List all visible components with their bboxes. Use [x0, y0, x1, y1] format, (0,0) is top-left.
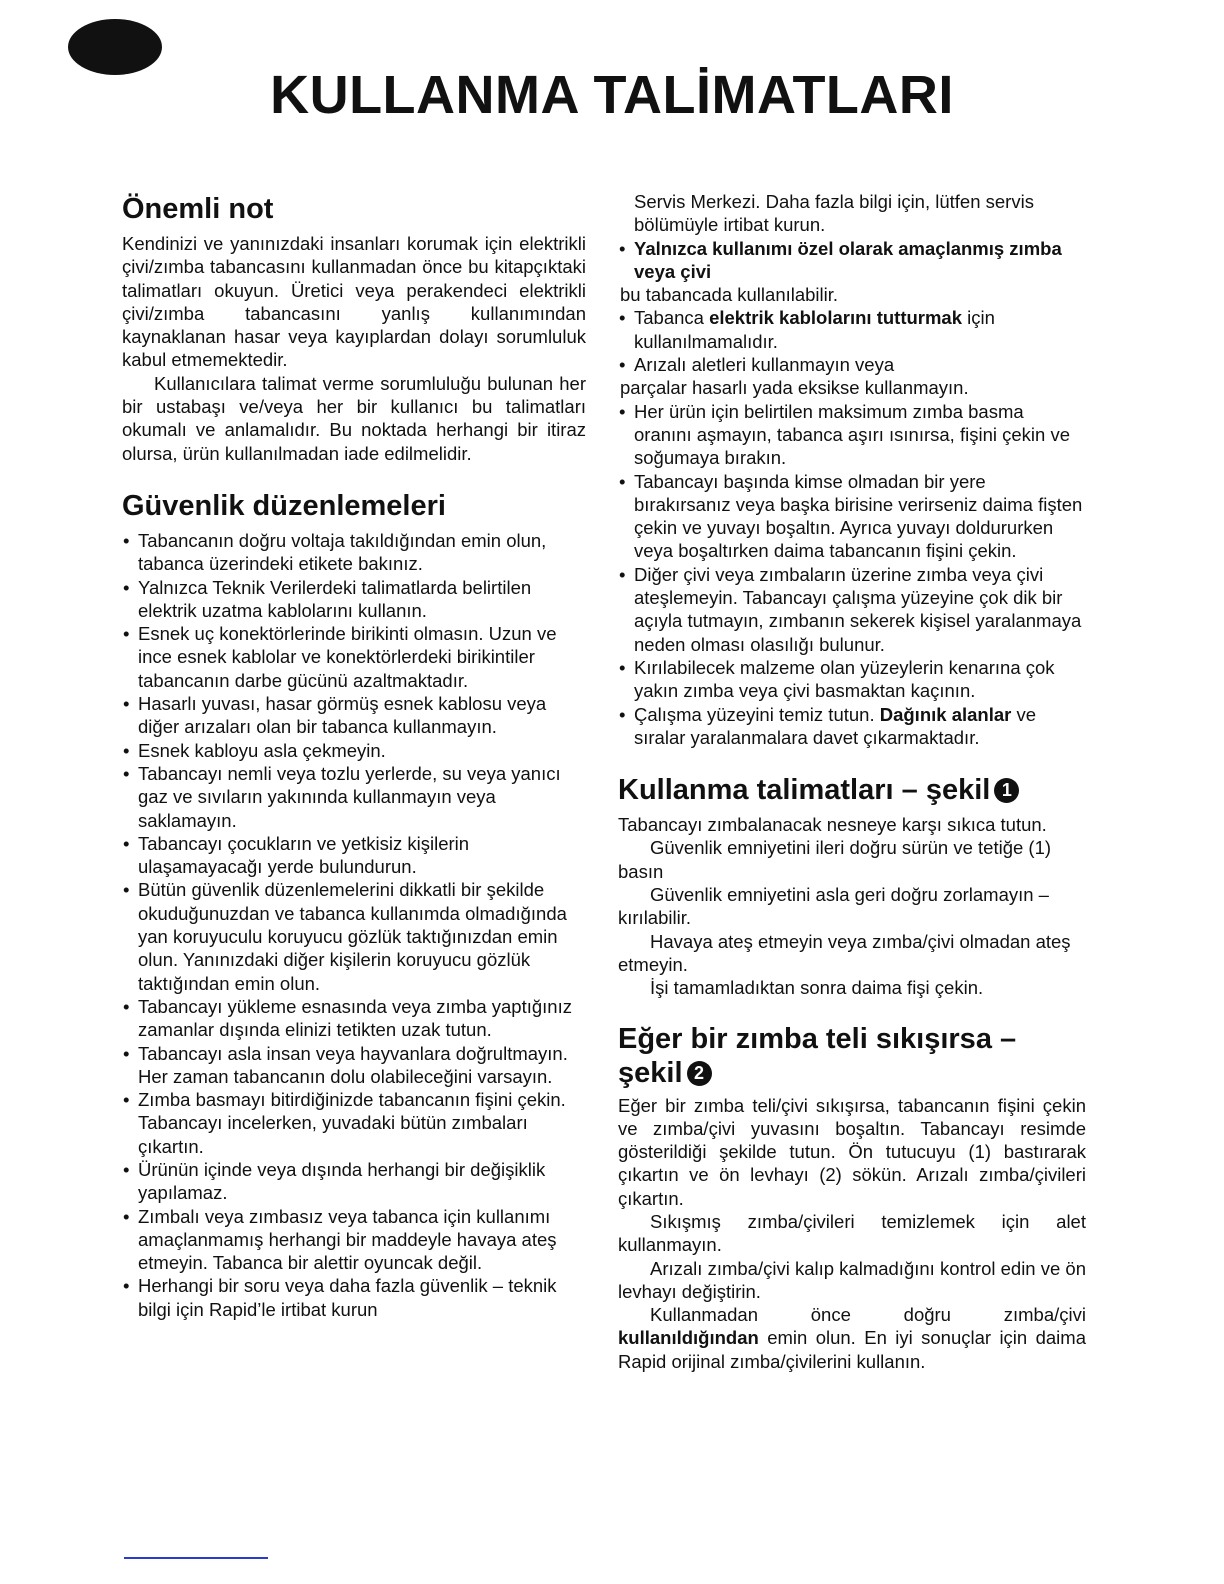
usage-paragraph-5: İşi tamamladıktan sonra daima fişi çekin.	[650, 977, 984, 999]
safety-item-staples-rest: bu tabancada kullanılabilir.	[620, 284, 839, 306]
safety-item-faulty	[618, 353, 1086, 376]
safety-item: • Herhangi bir soru veya daha fazla güvenlik – teknik bilgi için Rapid’le irtibat kurun	[122, 1274, 586, 1321]
jam-heading-line-2: şekil	[618, 1056, 683, 1089]
safety-list-right-3	[618, 400, 1086, 749]
clean-bold: Dağınık alanlar	[879, 703, 1012, 725]
safety-item: • Diğer çivi veya zımbaların üzerine zımba veya çivi ateşlemeyin. Tabancayı çalışma yüzeyine çok dik bir açıyla tutmayın, zımbanın sekerek kişisel yaralanmaya neden olması olasılığı bulunur.	[618, 563, 1086, 656]
safety-item: • Hasarlı yuvası, hasar görmüş esnek kablosu veya diğer arızaları olan bir tabanca kullanmayın.	[122, 692, 586, 739]
safety-item: • Zımba basmayı bitirdiğinizde tabancanın fişini çekin. Tabancayı incelerken, yuvadaki bütün zımbaları çıkartın.	[122, 1088, 586, 1158]
jam-paragraph-1: Eğer bir zımba teli/çivi sıkışırsa, tabancanın fişini çekin ve zımba/çivi yuvasını boşaltın. Tabancayı resimde gösterildiği şekilde tutun. Ön tutucuyu (1) bastırarak çıkartın ve ön levhayı (2) sökün. Arızalı zımba/çivileri çıkartın.	[618, 1094, 1086, 1209]
safety-item-staples-bold: Yalnızca kullanımı özel olarak amaçlanmış zımba veya çivi	[634, 237, 1062, 282]
clean-post: ve sıralar yaralanmalara davet çıkarmaktadır.	[634, 703, 1037, 748]
jam-heading	[618, 1022, 1086, 1090]
jam-p4-pre: Kullanmadan önce doğru zımba/çivi	[650, 1304, 1086, 1326]
left-column	[122, 190, 586, 1321]
jam-p4-bold: kullanıldığından	[618, 1327, 759, 1349]
safety-item: • Ürünün içinde veya dışında herhangi bir değişiklik yapılamaz.	[122, 1158, 586, 1205]
safety-item-clean	[618, 703, 1086, 750]
safety-item: • Tabancayı nemli veya tozlu yerlerde, su veya yanıcı gaz ve sıvıların yakınında kullanmayın veya saklamayın.	[122, 762, 586, 832]
safety-item: • Yalnızca Teknik Verilerdeki talimatlarda belirtilen elektrik uzatma kablolarını kullanın.	[122, 576, 586, 623]
clean-pre: Çalışma yüzeyini temiz tutun.	[634, 703, 880, 725]
safety-item: • Esnek uç konektörlerinde birikinti olmasın. Uzun ve ince esnek kablolar ve konektörlerdeki birikintiler tabancanın darbe gücünü azaltmaktadır.	[122, 622, 586, 692]
figure-2-marker: 2	[687, 1061, 712, 1086]
important-note-paragraph-2: Kullanıcılara talimat verme sorumluluğu bulunan her bir ustabaşı ve/veya her bir kullanıcı bu talimatları okumalı ve anlamalıdır. Bu noktada herhangi bir itiraz olursa, ürün kullanılmadan iade edilmelidir.	[122, 372, 586, 464]
important-note-heading: Önemli not	[122, 193, 274, 225]
usage-heading	[618, 771, 1086, 809]
cable-post: için kullanılmamalıdır.	[634, 307, 995, 352]
safety-item-faulty-line-2: parçalar hasarlı yada eksikse kullanmayın.	[620, 377, 969, 399]
usage-paragraph-4: Havaya ateş etmeyin veya zımba/çivi olmadan ateş etmeyin.	[618, 930, 1071, 975]
safety-item: • Tabancayı yükleme esnasında veya zımba yaptığınız zamanlar dışında elinizi tetikten uzak tutun.	[122, 995, 586, 1042]
jam-p4-post: emin olun. En iyi sonuçlar için daima Rapid orijinal zımba/çivilerini kullanın.	[618, 1327, 1086, 1372]
safety-item: • Tabancanın doğru voltaja takıldığından emin olun, tabanca üzerindeki etikete bakınız.	[122, 529, 586, 576]
safety-item-cable	[618, 306, 1086, 353]
cable-pre: Tabanca	[634, 307, 710, 329]
safety-list-left	[122, 529, 586, 1321]
usage-heading-text: Kullanma talimatları – şekil	[618, 774, 991, 807]
safety-item: • Bütün güvenlik düzenlemelerini dikkatli bir şekilde okuduğunuzdan ve tabanca kullanımda olmadığında yan koruyuculu koruyucu gözlük taktığınızdan emin olun. Yanınızdaki diğer kişilerin koruyucu gözlük taktığından emin olun.	[122, 878, 586, 994]
jam-paragraph-3: Arızalı zımba/çivi kalıp kalmadığını kontrol edin ve ön levhayı değiştirin.	[618, 1257, 1086, 1302]
safety-item: • Zımbalı veya zımbasız veya tabanca için kullanımı amaçlanmamış herhangi bir maddeyle havaya ateş etmeyin. Tabanca bir alettir oyuncak değil.	[122, 1205, 586, 1275]
usage-paragraph-2: Güvenlik emniyetini ileri doğru sürün ve tetiğe (1) basın	[618, 837, 1052, 882]
safety-continuation: Servis Merkezi. Daha fazla bilgi için, lütfen servis bölümüyle irtibat kurun.	[634, 191, 1034, 236]
page-title: KULLANMA TALİMATLARI	[270, 65, 954, 125]
safety-item: • Esnek kabloyu asla çekmeyin.	[122, 739, 586, 762]
jam-paragraph-2: Sıkışmış zımba/çivileri temizlemek için alet kullanmayın.	[618, 1210, 1086, 1256]
safety-item: • Tabancayı başında kimse olmadan bir yere bırakırsanız veya başka birisine verirseniz daima fişten çekin ve yuvayı boşaltın. Ayrıca yuvayı doldururken veya boşaltırken daima tabancanın fişini çekin.	[618, 470, 1086, 563]
figure-1-marker: 1	[994, 778, 1019, 803]
jam-heading-line-1: Eğer bir zımba teli sıkışırsa –	[618, 1022, 1017, 1055]
safety-item: • Her ürün için belirtilen maksimum zımba basma oranını aşmayın, tabanca aşırı ısınırsa, fişini çekin ve soğumaya bırakın.	[618, 400, 1086, 470]
cable-bold: elektrik kablolarını tutturmak	[709, 307, 963, 329]
important-note-paragraph-1: Kendinizi ve yanınızdaki insanları korumak için elektrikli çivi/zımba tabancasını kullanmadan önce bu kitapçıktaki talimatları okuyun. Üretici veya perakendeci elektrikli çivi/zımba tabancasını yanlış kullanımından kaynaklanan hasar veya kayıplardan dolayı sorumluluk kabul etmemektedir.	[122, 233, 586, 371]
safety-item-staples	[618, 237, 1086, 284]
right-column	[618, 190, 1086, 1373]
jam-paragraph-4	[618, 1303, 1086, 1373]
usage-paragraph-1: Tabancayı zımbalanacak nesneye karşı sıkıca tutun.	[618, 814, 1047, 836]
safety-item: • Tabancayı asla insan veya hayvanlara doğrultmayın. Her zaman tabancanın dolu olabileceğini varsayın.	[122, 1042, 586, 1089]
safety-item: • Kırılabilecek malzeme olan yüzeylerin kenarına çok yakın zımba veya çivi basmaktan kaçının.	[618, 656, 1086, 703]
safety-item: • Tabancayı çocukların ve yetkisiz kişilerin ulaşamayacağı yerde bulundurun.	[122, 832, 586, 879]
safety-heading: Güvenlik düzenlemeleri	[122, 489, 446, 522]
usage-paragraph-3: Güvenlik emniyetini asla geri doğru zorlamayın – kırılabilir.	[618, 884, 1049, 929]
footer-divider	[124, 1557, 268, 1559]
safety-list-right-2	[618, 306, 1086, 376]
safety-list-right	[618, 237, 1086, 284]
faulty-line-1: Arızalı aletleri kullanmayın veya	[634, 354, 895, 376]
